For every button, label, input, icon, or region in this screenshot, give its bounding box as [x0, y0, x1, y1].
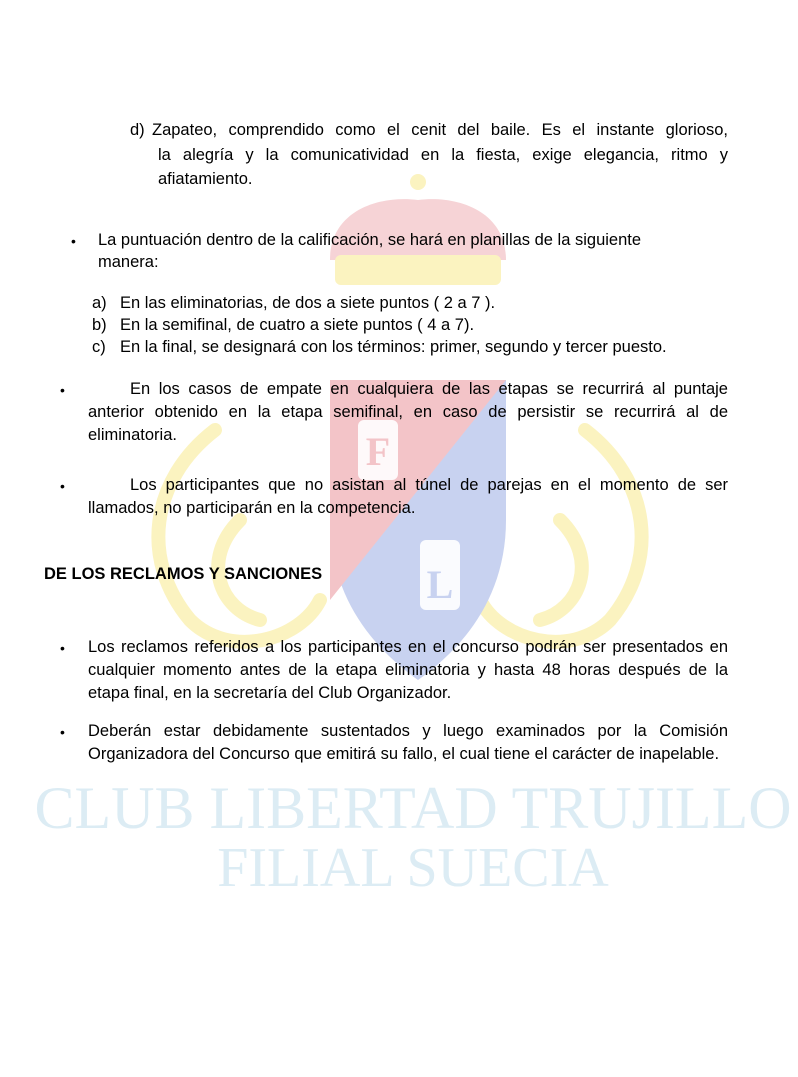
watermark-line-1: CLUB LIBERTAD TRUJILLO: [34, 775, 792, 841]
bullet-icon: •: [60, 382, 65, 398]
item-d-marker: d): [130, 121, 145, 139]
absent-paragraph: Los participantes que no asistan al túnel de parejas en el momento de ser llamados, no participarán en la competencia.: [88, 476, 728, 517]
bullet-icon: •: [60, 724, 65, 740]
score-item-b-text: En la semifinal, de cuatro a siete puntos ( 4 a 7).: [120, 316, 475, 334]
bullet-icon: •: [71, 233, 76, 249]
item-d-line-2: la alegría y la comunicatividad en la fiesta, exige elegancia, ritmo y: [158, 146, 728, 164]
item-d-line-1: Zapateo, comprendido como el cenit del baile. Es el instante glorioso,: [152, 121, 728, 139]
support-paragraph: Deberán estar debidamente sustentados y luego examinados por la Comisión Organizadora del Concurso que emitirá su fallo, el cual tiene el carácter de inapelable.: [88, 722, 728, 763]
score-item-b-marker: b): [92, 316, 107, 334]
score-item-a-text: En las eliminatorias, de dos a siete puntos ( 2 a 7 ).: [120, 294, 496, 312]
score-item-a-marker: a): [92, 294, 107, 312]
claims-paragraph: Los reclamos referidos a los participantes en el concurso podrán ser presentados en cualquier momento antes de la etapa eliminatoria y hasta 48 horas después de la etapa final, en la secretaría del Club Organizador.: [88, 638, 728, 702]
score-item-c-marker: c): [92, 338, 106, 356]
section-heading: DE LOS RECLAMOS Y SANCIONES: [44, 565, 323, 583]
bullet-icon: •: [60, 640, 65, 656]
crest-letter-l: L: [426, 562, 454, 607]
bullet-icon: •: [60, 478, 65, 494]
score-intro-line-2: manera:: [98, 253, 159, 271]
tie-paragraph: En los casos de empate en cualquiera de las etapas se recurrirá al puntaje anterior obtenido en la etapa semifinal, en caso de persistir se recurrirá al de eliminatoria.: [88, 380, 728, 444]
score-item-c-text: En la final, se designará con los términos: primer, segundo y tercer puesto.: [120, 338, 667, 356]
watermark-line-2: FILIAL SUECIA: [217, 837, 609, 899]
score-intro-line-1: La puntuación dentro de la calificación, se hará en planillas de la siguiente: [98, 231, 642, 249]
crest-letter-f: F: [365, 429, 391, 474]
item-d-line-3: afiatamiento.: [158, 170, 253, 188]
